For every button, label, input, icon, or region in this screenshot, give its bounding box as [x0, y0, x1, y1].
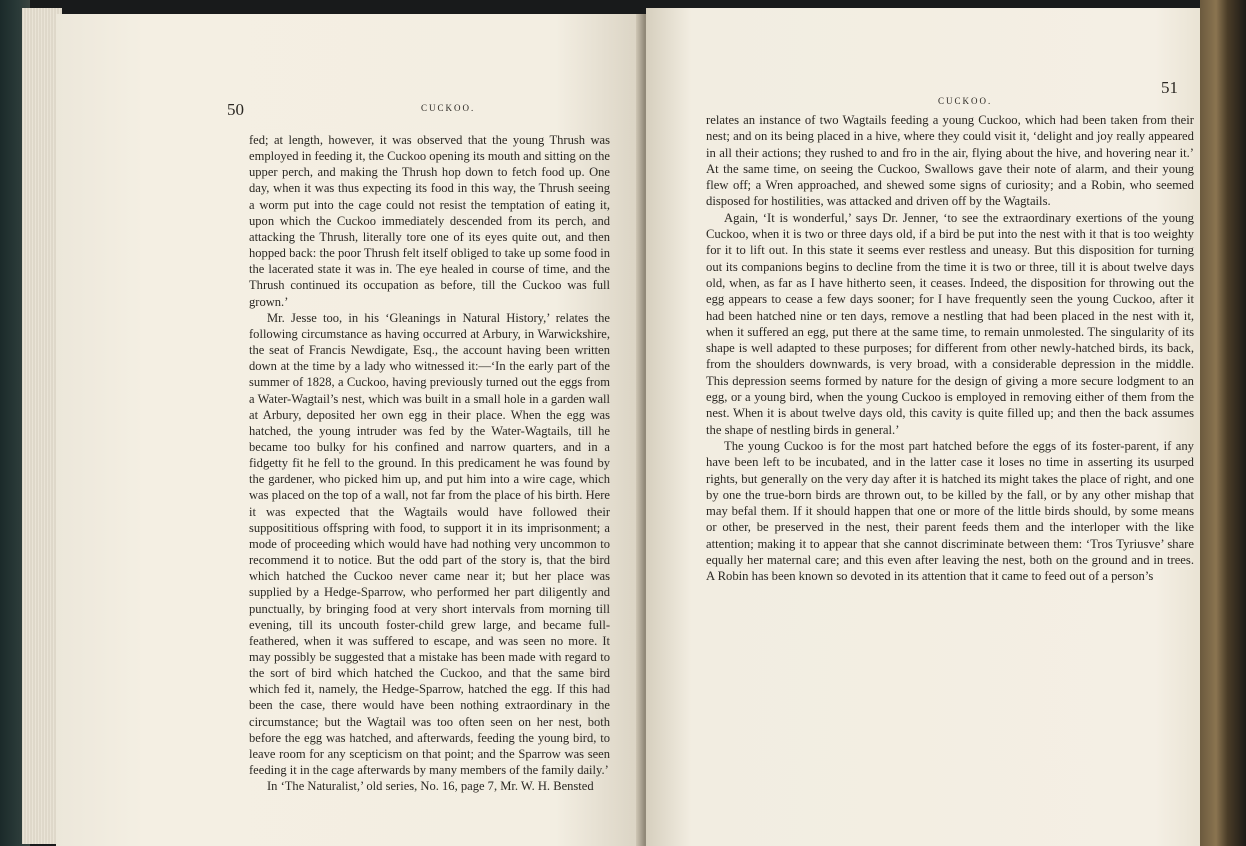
paragraph: Again, ‘It is wonderful,’ says Dr. Jenner, ‘to see the extraordinary exertions of the young Cuckoo, when it is two or three days old, if a bird be put into the nest with it that is too weighty for it to lift out. In this state it seems ever restless and uneasy. But this disposition for turning out its companions begins to decline from the time it is two or three, till it is about twelve days old, when, as far as I have hitherto seen, it ceases. Indeed, the disposition for throwing out the egg appears to cease a few days sooner; for I have frequently seen the young Cuckoo, after it had been hatched nine or ten days, remove a nestling that had been placed in the nest with it, when it suffered an egg, put there at the same time, to remain unmolested. The singularity of its shape is well adapted to these purposes; for different from other newly-hatched birds, its back, from the shoulders downwards, is very broad, with a considerable depression in the middle. This depression seems formed by nature for the design of giving a more secure lodgment to an egg, or a young bird, when the young Cuckoo is employed in removing either of them from the nest. When it is about twelve days old, this cavity is quite filled up; and then the back assumes the shape of nestling birds in general.’ [706, 210, 1194, 437]
paragraph: The young Cuckoo is for the most part hatched before the eggs of its foster-parent, if any have been left to be incubated, and in the latter case it loses no time in asserting its usurped rights, but generally on the very day after it is hatched its might takes the place of right, and one by one the true-born birds are thrown out, to be killed by the fall, or by any other mishap that may befal them. If it should happen that one or more of the little birds should, by some means or other, be preserved in the nest, their parent feeds them and the interloper with the like attention; making it to appear that she cannot discriminate between them: ‘Tros Tyriusve’ share equally her maternal care; and this even after leaving the nest, both on the ground and in trees. A Robin has been known so devoted in its attention that it came to feed out of a person’s [706, 438, 1194, 584]
right-page [646, 8, 1212, 846]
book-spine-right [1200, 0, 1246, 846]
page-body [249, 132, 610, 794]
paragraph: In ‘The Naturalist,’ old series, No. 16, page 7, Mr. W. H. Bensted [267, 779, 594, 794]
left-page [56, 14, 644, 846]
page-body [706, 112, 1194, 585]
page-number: 51 [1161, 78, 1178, 97]
running-head-title: CUCKOO. [938, 96, 993, 106]
paragraph: fed; at length, however, it was observed that the young Thrush was employed in feeding it, the Cuckoo opening its mouth and sitting on the upper perch, and making the Thrush hop down to fetch food up. One day, when it was thus expecting its food in this way, the Thrush seeing a worm put into the cage could not resist the temptation of eating it, upon which the Cuckoo immediately descended from its perch, and attacking the Thrush, literally tore one of its eyes quite out, and then hopped back: the poor Thrush felt itself obliged to take up some food in the lacerated state it was in. The eye healed in course of time, and the Thrush continued its occupation as before, till the Cuckoo was full grown.’ [249, 133, 610, 309]
running-head-left [227, 100, 610, 122]
page-number: 50 [227, 100, 244, 119]
running-head-title: CUCKOO. [421, 103, 476, 113]
running-head-right [706, 78, 1194, 108]
paragraph: relates an instance of two Wagtails feeding a young Cuckoo, which had been taken from their nest; and on its being placed in a hive, where they could visit it, ‘delight and joy really appeared in all their actions; they rushed to and fro in the air, flying about the hive, and hovering near it.’ At the same time, on seeing the Cuckoo, Swallows gave their note of alarm, and their young flew off; a Wren approached, and shewed some signs of curiosity; and a Robin, who seemed disposed for hostilities, was attacked and driven off by the Wagtails. [706, 113, 1194, 209]
paragraph: Mr. Jesse too, in his ‘Gleanings in Natural History,’ relates the following circumstance as having occurred at Arbury, in Warwickshire, the seat of Francis Newdigate, Esq., the account having been written down at the time by a lady who witnessed it:—‘In the early part of the summer of 1828, a Cuckoo, having previously turned out the eggs from a Water-Wagtail’s nest, which was built in a small hole in a garden wall at Arbury, deposited her own egg in their place. When the egg was hatched, the young intruder was fed by the Water-Wagtails, till he became too bulky for his confined and narrow quarters, and in a fidgetty fit he fell to the ground. In this predicament he was found by the gardener, who picked him up, and put him into a wire cage, which was placed on the top of a wall, not far from the place of his birth. Here it was expected that the Wagtails would have followed their supposititious offspring with food, to support it in its imprisonment; a mode of proceeding which would have had nothing very uncommon to recommend it to notice. But the odd part of the story is, that the bird which hatched the Cuckoo never came near it; but her place was supplied by a Hedge-Sparrow, who performed her part diligently and punctually, by bringing food at very short intervals from morning till evening, till its uncouth foster-child grew large, and became full-feathered, when it was suffered to escape, and was seen no more. It may possibly be suggested that a mistake has been made with regard to the sort of bird which hatched the Cuckoo, and that the same bird which fed it, namely, the Hedge-Sparrow, hatched the egg. If this had been the case, there would have been nothing extraordinary in the circumstance; but the Wagtail was too often seen on her nest, both before the egg was hatched, and afterwards, feeding the young bird, to leave room for any scepticism on that point; and the Sparrow was seen feeding it in the cage afterwards by many members of the family daily.’ [249, 310, 610, 778]
